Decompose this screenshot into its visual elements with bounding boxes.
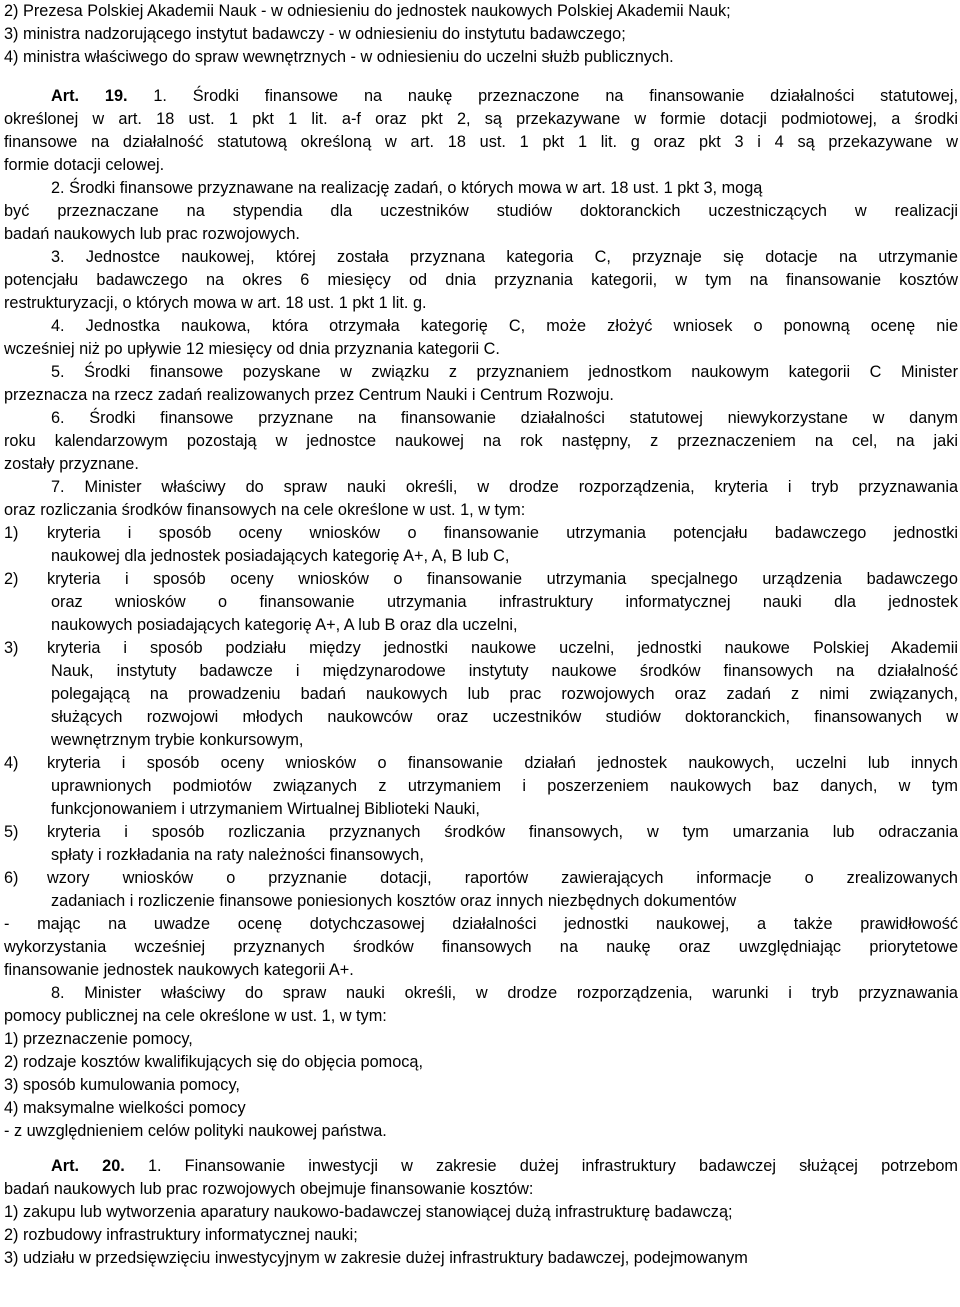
list-item [4,752,958,775]
list-item-continuation: spłaty i rozkładania na raty należności finansowych, [51,846,424,864]
text-line: formie dotacji celowej. [4,156,165,174]
article-19-heading [4,85,958,108]
list-item: 2) rozbudowy infrastruktury informatycznej nauki; [4,1226,358,1244]
text-line: pomocy publicznej na cele określone w ust. 1, w tym: [4,1007,387,1025]
list-text: wzory wniosków o przyznanie dotacji, raportów zawierających informacje o zrealizowanych [47,869,958,887]
spacer [4,1143,958,1155]
list-item-continuation: naukowych posiadających kategorię A+, A lub B oraz dla uczelni, [51,616,518,634]
list-text: kryteria i sposób rozliczania przyznanych środków finansowych, w tym umarzania lub odraczania [47,823,958,841]
text-line: wcześniej niż po upływie 12 miesięcy od dnia przyznania kategorii C. [4,340,500,358]
text-line: zostały przyznane. [4,455,139,473]
text-line: 3) ministra nadzorującego instytut badawczy - w odniesieniu do instytutu badawczego; [4,25,626,43]
text-line: badań naukowych lub prac rozwojowych obejmuje finansowanie kosztów: [4,1180,534,1198]
list-number: 3) [4,639,19,657]
text-line: 2. Środki finansowe przyznawane na realizację zadań, o których mowa w art. 18 ust. 1 pkt 3, mogą [51,179,763,197]
list-item-continuation: wewnętrznym trybie konkursowym, [51,731,304,749]
list-item [4,522,958,545]
list-item: 1) przeznaczenie pomocy, [4,1030,193,1048]
text-line: określonej w art. 18 ust. 1 pkt 1 lit. a-f oraz pkt 2, są przekazywane w formie dotacji podmiotowej, a środki [4,110,958,128]
text-line: finansowanie jednostek naukowych kategorii A+. [4,961,354,979]
list-item-continuation: zadaniach i rozliczenie finansowe poniesionych kosztów oraz innych niezbędnych dokumentów [51,892,737,910]
text-line: 3. Jednostce naukowej, której została przyznana kategoria C, przyznaje się dotacje na utrzymanie [51,248,958,266]
list-number: 5) [4,823,19,841]
text-line: oraz rozliczania środków finansowych na cele określone w ust. 1, w tym: [4,501,526,519]
text-line: 5. Środki finansowe pozyskane w związku z przyznaniem jednostkom naukowym kategorii C Minister [51,363,958,381]
text-line: - mając na uwadze ocenę dotychczasowej działalności jednostki naukowej, a także prawidłowość [4,915,958,933]
spacer [4,69,958,85]
list-number: 1) [4,524,19,542]
list-item [4,821,958,844]
list-item [4,568,958,591]
list-item-continuation: polegającą na prowadzeniu badań naukowych lub prac rozwojowych oraz zadań z nimi związanych, [51,685,958,703]
text-line: finansowe na działalność statutową określoną w art. 18 ust. 1 pkt 1 lit. g oraz pkt 3 i 4 są przekazywane w [4,133,958,151]
list-item-continuation: funkcjonowaniem i utrzymaniem Wirtualnej Biblioteki Nauki, [51,800,480,818]
list-item-continuation: naukowej dla jednostek posiadających kategorię A+, A, B lub C, [51,547,510,565]
text-line: 2) Prezesa Polskiej Akademii Nauk - w odniesieniu do jednostek naukowych Polskiej Akademii Nauk; [4,2,731,20]
list-number: 2) [4,570,19,588]
article-label: Art. 19. [51,87,128,105]
list-item: 3) udziału w przedsięwzięciu inwestycyjnym w zakresie dużej infrastruktury badawczej, podejmowanym [4,1249,748,1267]
text-line: 8. Minister właściwy do spraw nauki określi, w drodze rozporządzenia, warunki i tryb przyznawania [51,984,958,1002]
article-label: Art. 20. [51,1157,125,1175]
text-line: przeznacza na rzecz zadań realizowanych przez Centrum Nauki i Centrum Rozwoju. [4,386,614,404]
list-item-continuation: oraz wniosków o finansowanie utrzymania infrastruktury informatycznej nauki dla jednostek [51,593,958,611]
text-line: być przeznaczane na stypendia dla uczestników studiów doktoranckich uczestniczących w realizacji [4,202,958,220]
article-20-heading [4,1155,958,1178]
list-item-continuation: Nauk, instytuty badawcze i międzynarodowe instytuty naukowe środków finansowych na działalność [51,662,958,680]
text-line: potencjału badawczego na okres 6 miesięcy od dnia przyznania kategorii, w tym na finansowanie kosztów [4,271,958,289]
text-line: badań naukowych lub prac rozwojowych. [4,225,300,243]
list-item [4,637,958,660]
list-item: 4) maksymalne wielkości pomocy [4,1099,246,1117]
text-line: roku kalendarzowym pozostają w jednostce naukowej na rok następny, z przeznaczeniem na cel, na jaki [4,432,958,450]
list-text: kryteria i sposób oceny wniosków o finansowanie działań jednostek naukowych, uczelni lub innych [47,754,958,772]
list-number: 6) [4,869,19,887]
list-item-continuation: służących rozwojowi młodych naukowców oraz uczestników studiów doktoranckich, finansowanych w [51,708,958,726]
text-line: 4) ministra właściwego do spraw wewnętrznych - w odniesieniu do uczelni służb publicznych. [4,48,674,66]
list-item: 2) rodzaje kosztów kwalifikujących się do objęcia pomocą, [4,1053,423,1071]
text-fragment: 1. Środki finansowe na naukę przeznaczone na finansowanie działalności statutowej, [127,87,958,105]
text-line: 4. Jednostka naukowa, która otrzymała kategorię C, może złożyć wniosek o ponowną ocenę nie [51,317,958,335]
list-item: 3) sposób kumulowania pomocy, [4,1076,240,1094]
text-line: restrukturyzacji, o których mowa w art. 18 ust. 1 pkt 1 lit. g. [4,294,427,312]
list-item-continuation: uprawnionych podmiotów związanych z utrzymaniem i poszerzeniem naukowych baz danych, w tym [51,777,958,795]
text-line: wykorzystania wcześniej przyznanych środków finansowych na naukę oraz uwzględniając priorytetowe [4,938,958,956]
list-text: kryteria i sposób oceny wniosków o finansowanie utrzymania specjalnego urządzenia badawczego [47,570,958,588]
list-number: 4) [4,754,19,772]
text-line: - z uwzględnieniem celów polityki naukowej państwa. [4,1122,387,1140]
list-item [4,867,958,890]
list-text: kryteria i sposób oceny wniosków o finansowanie utrzymania potencjału badawczego jednostki [47,524,958,542]
list-item: 1) zakupu lub wytworzenia aparatury naukowo-badawczej stanowiącej dużą infrastrukturę badawczą; [4,1203,733,1221]
text-line: 7. Minister właściwy do spraw nauki określi, w drodze rozporządzenia, kryteria i tryb przyznawania [51,478,958,496]
text-line: 6. Środki finansowe przyznane na finansowanie działalności statutowej niewykorzystane w danym [51,409,958,427]
list-text: kryteria i sposób podziału między jednostki naukowe uczelni, jednostki naukowe Polskiej Akademii [47,639,958,657]
text-fragment: 1. Finansowanie inwestycji w zakresie dużej infrastruktury badawczej służącej potrzebom [124,1157,958,1175]
